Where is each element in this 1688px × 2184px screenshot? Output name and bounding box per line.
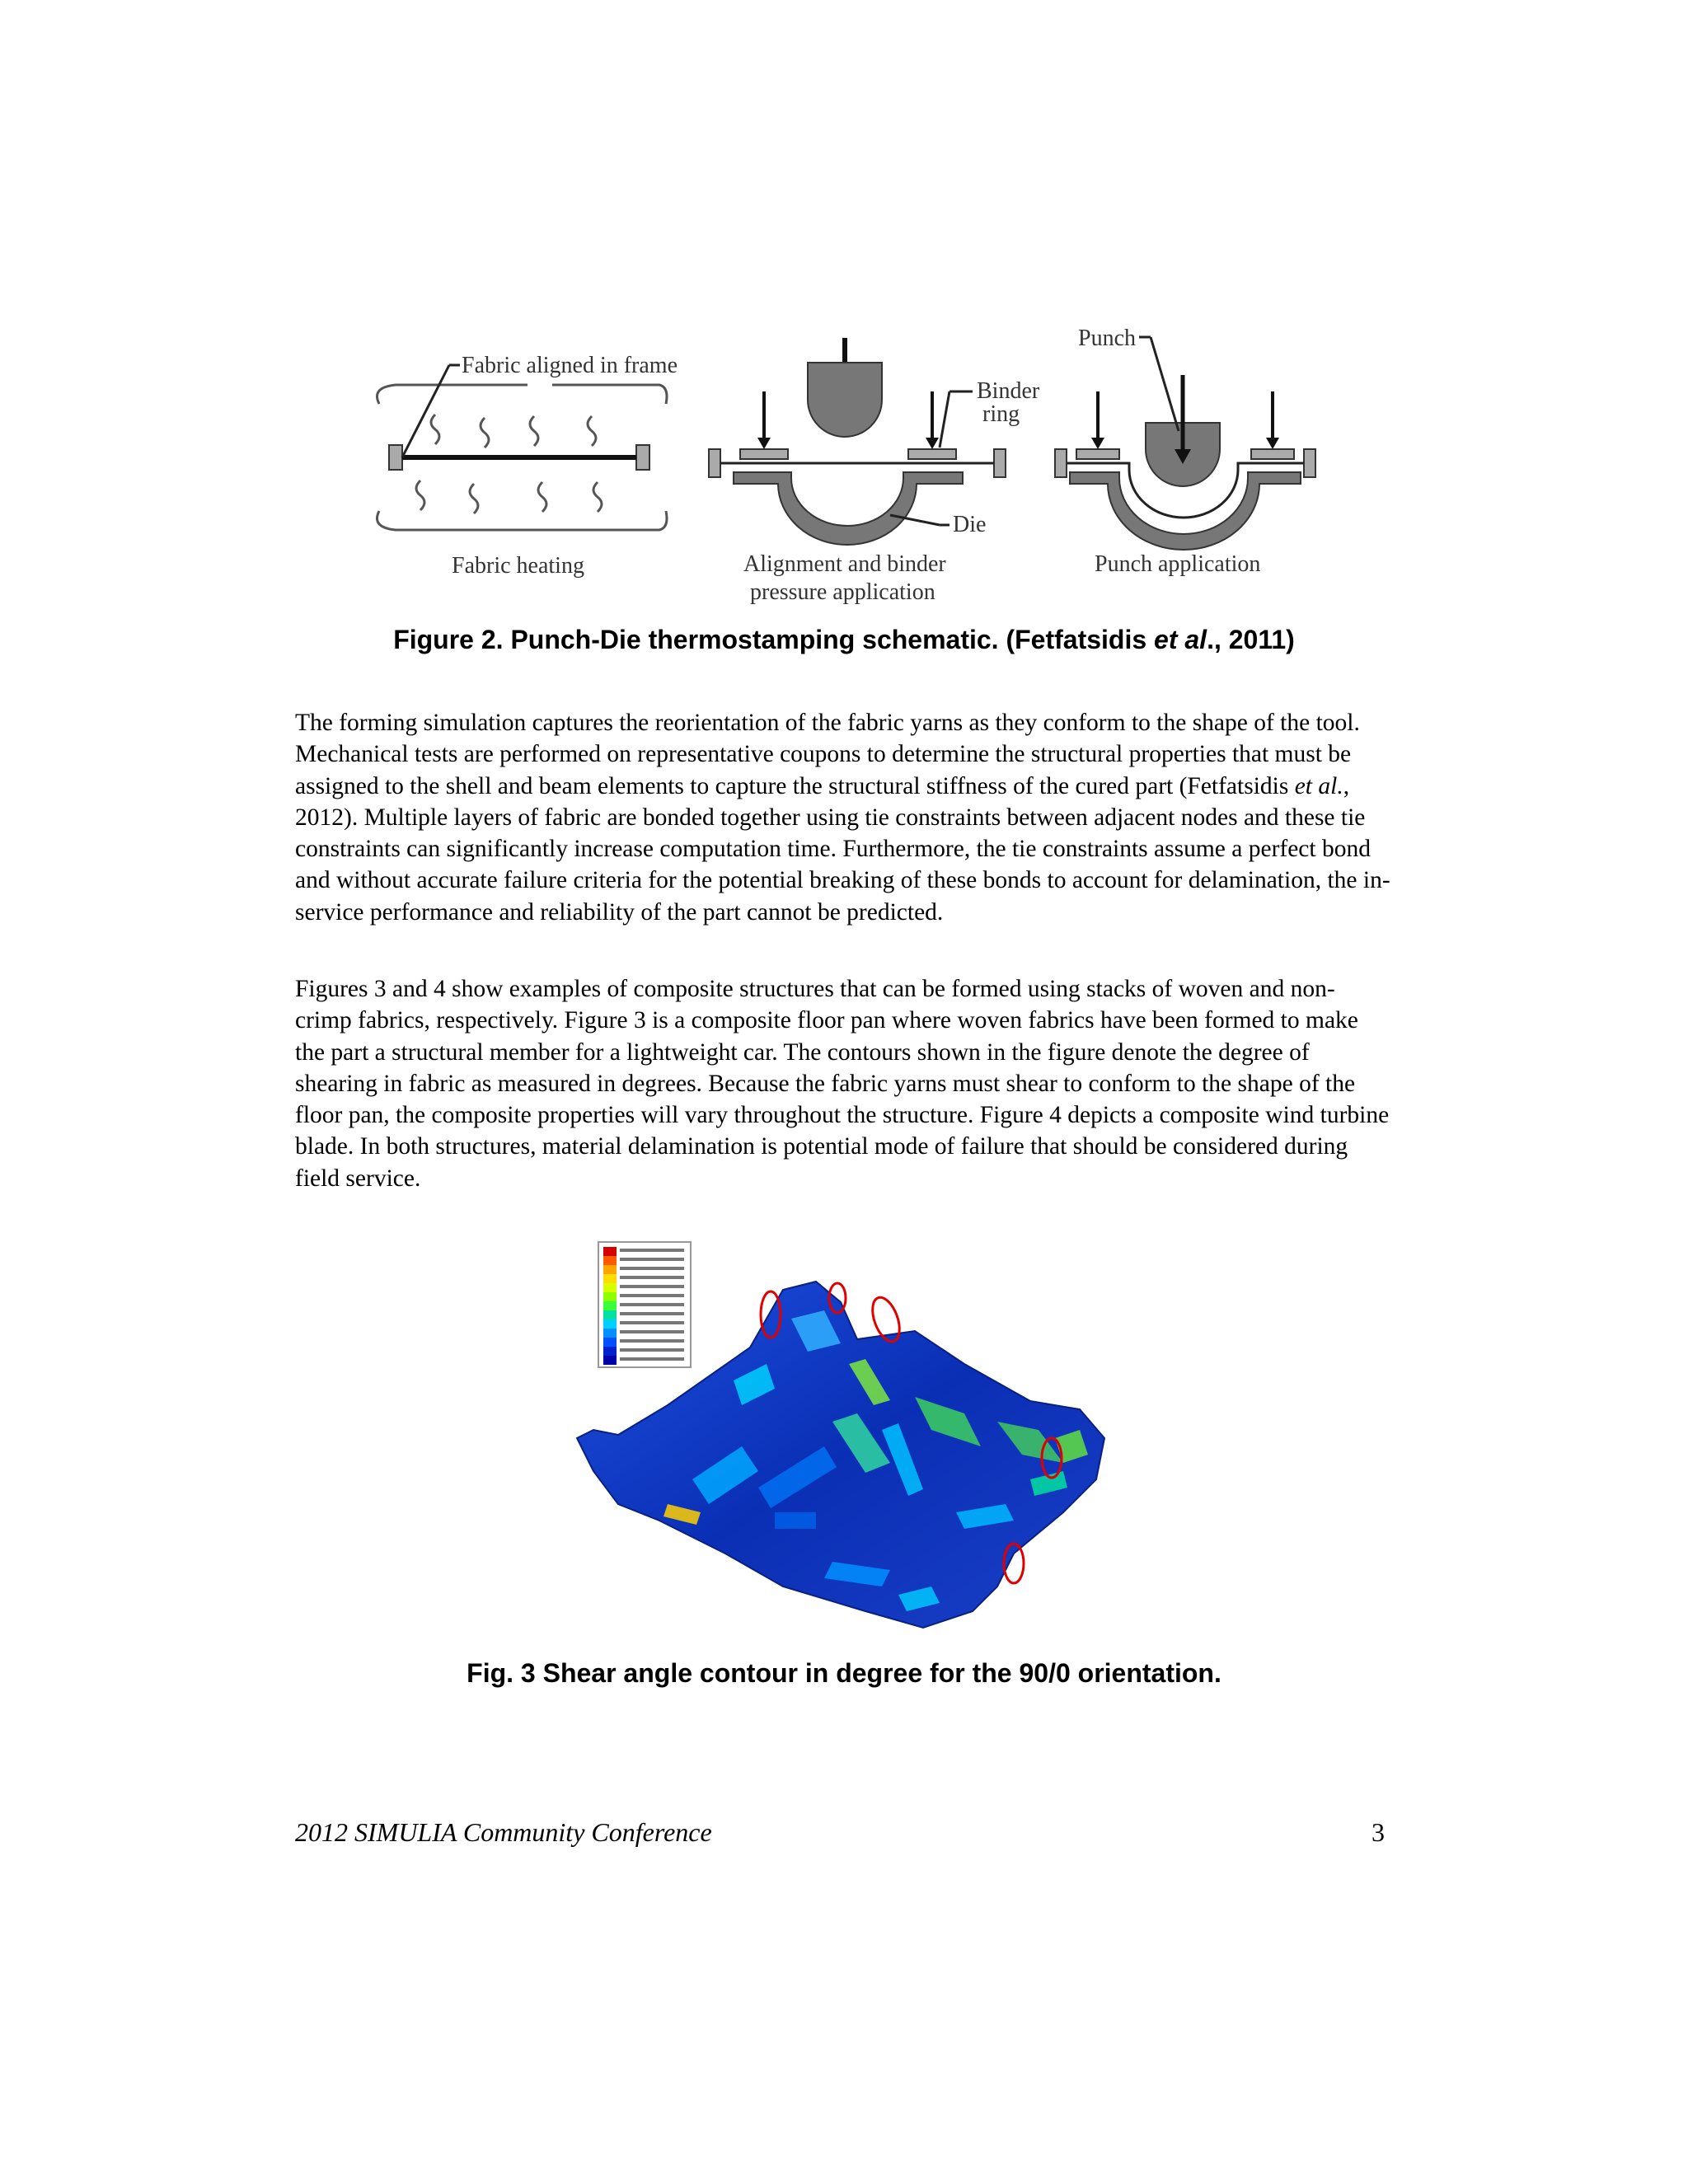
label-fabric-aligned: Fabric aligned in frame	[462, 353, 678, 378]
paragraph-1-part2: , 2012). Multiple layers of fabric are bonded together using tie constraints between adjacent nodes and these tie constraints can significantly increase computation time. Furthermore, the tie constraints assume a perfect bond and without accurate failure criteria for the potential breaking of these bonds to account for delamination, the in-service performance and reliability of the part cannot be predicted.	[295, 772, 1390, 926]
label-punch: Punch	[1078, 326, 1136, 351]
figure-2-caption	[0, 623, 1688, 656]
label-fabric-heating: Fabric heating	[452, 553, 584, 579]
paragraph-2	[295, 973, 1391, 1194]
legend-swatch	[603, 1247, 617, 1256]
legend-swatch	[603, 1283, 617, 1292]
footer-conference: 2012 SIMULIA Community Conference	[295, 1817, 712, 1847]
paragraph-1	[295, 707, 1391, 928]
legend-swatch	[603, 1274, 617, 1283]
figure-3-contour-plot	[569, 1240, 1121, 1644]
page-number: 3	[1372, 1817, 1385, 1847]
label-alignment-line2: pressure application	[750, 579, 935, 605]
label-die: Die	[953, 512, 987, 537]
legend-swatch	[603, 1356, 617, 1365]
label-binder-line1: Binder	[977, 378, 1040, 404]
legend-swatch	[603, 1265, 617, 1274]
label-alignment-line1: Alignment and binder	[743, 551, 946, 577]
label-punch-application: Punch application	[1095, 551, 1261, 577]
figure-2-caption-italic: et al	[1154, 625, 1207, 654]
legend-swatch	[603, 1256, 617, 1265]
legend-swatch	[603, 1329, 617, 1338]
paragraph-2-text: Figures 3 and 4 show examples of composite structures that can be formed using stacks of woven and non-crimp fabrics, respectively. Figure 3 is a composite floor pan where woven fabrics have been formed to make the part a structural member for a lightweight car. The contours shown in the figure denote the degree of shearing in fabric as measured in degrees. Because the fabric yarns must shear to conform to the shape of the floor pan, the composite properties will vary throughout the structure. Figure 4 depicts a composite wind turbine blade. In both structures, material delamination is potential mode of failure that should be considered during field service.	[295, 976, 1390, 1192]
legend-swatches	[603, 1247, 617, 1365]
label-binder-line2: ring	[982, 401, 1020, 427]
legend-swatch	[603, 1319, 617, 1329]
legend-swatch	[603, 1338, 617, 1347]
paragraph-1-italic: et al.	[1294, 772, 1343, 799]
figure-2-caption-prefix: Figure 2. Punch-Die thermostamping schematic. (Fetfatsidis	[393, 625, 1155, 654]
paragraph-1-part1: The forming simulation captures the reorientation of the fabric yarns as they conform to the shape of the tool. Mechanical tests are performed on representative coupons to determine the structural properties that must be assigned to the shell and beam elements to capture the structural stiffness of the cured part (Fetfatsidis	[295, 710, 1360, 799]
legend-swatch	[603, 1310, 617, 1319]
panel-fabric-heating	[377, 353, 678, 579]
figure-3-caption: Fig. 3 Shear angle contour in degree for the 90/0 orientation.	[467, 1658, 1221, 1688]
legend-swatch	[603, 1292, 617, 1301]
figure-2-schematic	[363, 326, 1335, 622]
legend-swatch	[603, 1301, 617, 1310]
panel-punch-application	[1055, 326, 1315, 577]
figure-2-caption-suffix: ., 2011)	[1207, 625, 1295, 654]
contour-legend	[598, 1242, 691, 1367]
panel-alignment-binder	[709, 338, 1040, 605]
legend-swatch	[603, 1347, 617, 1356]
